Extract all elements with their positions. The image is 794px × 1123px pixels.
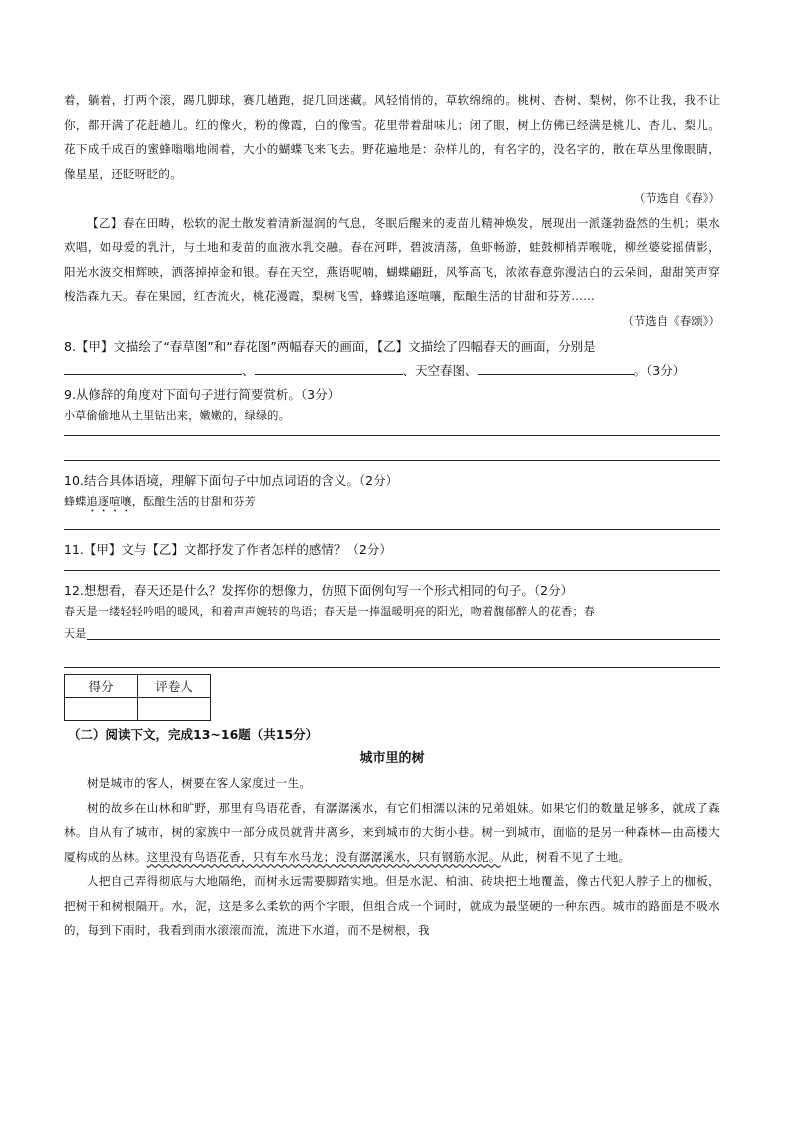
q8-sep2: 、天空春图、 xyxy=(402,363,478,378)
question-12 xyxy=(64,581,720,668)
q12-start: 天是 xyxy=(64,627,87,640)
q11-prompt: 11.【甲】文与【乙】文都抒发了作者怎样的感情？（2分） xyxy=(64,542,392,557)
score-table xyxy=(64,674,211,721)
score-cell[interactable] xyxy=(65,698,138,721)
q12-answer-line-2[interactable] xyxy=(64,667,720,668)
q12-example: 春天是一缕轻轻吟唱的暖风，和着声声婉转的鸟语；春天是一捧温暖明亮的阳光，吻着馥郁醉人的花香；春 xyxy=(64,605,596,618)
passage-b-text: 【乙】春在田畴，松软的泥土散发着清新湿润的气息，冬眠后醒来的麦苗儿精神焕发，展现出一派蓬勃盎然的生机；渠水欢唱，如母爱的乳汁，与土地和麦苗的血液水乳交融。春在河畔，碧波清荡，鱼虾畅游，蛙鼓柳梢弄喉咙，柳丝婆娑摇倩影，阳光水波交相辉映，洒落掉掉金和银。春在天空，燕语呢喃，蝴蝶翩跹，风筝高飞，浓浓春意弥漫洁白的云朵间，甜甜笑声穿梭浩森九天。春在果园，红杏流火，桃花漫霞，梨树飞雪，蜂蝶追逐喧嚷，酝酿生活的甘甜和芬芳…… xyxy=(64,215,720,303)
q12-answer-line-1[interactable] xyxy=(87,639,720,640)
q8-sep1: 、 xyxy=(242,363,255,378)
question-10 xyxy=(64,471,720,530)
q8-blank-2[interactable] xyxy=(255,360,403,375)
q8-end: 。（3分） xyxy=(633,363,686,378)
q8-blank-3[interactable] xyxy=(478,360,634,375)
article-title: 城市里的树 xyxy=(359,751,425,766)
q10-sentence xyxy=(64,491,720,515)
score-header: 得分 xyxy=(65,675,138,698)
question-11 xyxy=(64,540,720,571)
q10-s1: 蜂蝶 xyxy=(64,495,87,508)
reviewer-cell[interactable] xyxy=(138,698,211,721)
q8-text-a: 8.【甲】文描绘了“春草图”和“春花图”两幅春天的画面，【乙】文描绘了四幅春天的画面，分别是 xyxy=(64,339,596,354)
article-paragraph-3: 人把自己弄得彻底与大地隔绝，而树永远需要脚踏实地。但是水泥、柏油、砖块把土地覆盖，像古代犯人脖子上的枷板，把树干和树根隔开。水，泥，这是多么柔软的两个字眼，但组合成一个词时，就成为最坚硬的一种东西。城市的路面是不吸水的，每到下雨时，我看到雨水滚滚而流，流进下水道，而不是树根，我 xyxy=(64,874,720,937)
q8-blank-1[interactable] xyxy=(64,360,242,375)
q9-answer-line-2[interactable] xyxy=(64,460,720,461)
passage-a-text: 着，躺着，打两个滚，踢几脚球，赛几趟跑，捉几回迷藏。风轻悄悄的，草软绵绵的。桃树、杏树、梨树，你不让我，我不让你，都开满了花赶趟儿。红的像火，粉的像霞，白的像雪。花里带着甜味儿；闭了眼，树上仿佛已经满是桃儿、杏儿、梨儿。花下成千成百的蜜蜂嗡嗡地闹着，大小的蝴蝶飞来飞去。野花遍地是：杂样儿的，有名字的，没名字的，散在草丛里像眼睛，像星星，还眨呀眨的。 xyxy=(64,93,720,181)
q12-prompt: 12.想想看，春天还是什么？发挥你的想像力，仿照下面例句写一个形式相同的句子。（2分） xyxy=(64,583,574,598)
q11-answer-line[interactable] xyxy=(64,570,720,571)
q9-answer-line-1[interactable] xyxy=(64,435,720,436)
section-2-heading: （二）阅读下文，完成13~16题（共15分） xyxy=(68,727,319,742)
q10-dotted-word: 追逐喧嚷 xyxy=(86,495,132,508)
question-9 xyxy=(64,385,720,461)
question-8 xyxy=(64,335,720,383)
passage-a-source: （节选自《春》） xyxy=(633,191,720,205)
q9-sentence: 小草偷偷地从土里钻出来，嫩嫩的，绿绿的。 xyxy=(64,409,290,422)
q10-prompt: 10.结合具体语境，理解下面句子中加点词语的含义。（2分） xyxy=(64,473,399,488)
article-paragraph-2 xyxy=(64,796,720,870)
q9-prompt: 9.从修辞的角度对下面句子进行简要赏析。（3分） xyxy=(64,387,341,402)
q10-s3: ，酝酿生活的甘甜和芬芳 xyxy=(131,495,257,508)
reviewer-header: 评卷人 xyxy=(138,675,211,698)
exam-page xyxy=(64,88,720,943)
q10-answer-line[interactable] xyxy=(64,529,720,530)
article-paragraph-1: 树是城市的客人，树要在客人家度过一生。 xyxy=(87,776,312,790)
article-wavy-sentence: 这里没有鸟语花香，只有车水马龙；没有潺潺溪水，只有钢筋水泥。 xyxy=(146,849,501,864)
passage-b-source: （节选自《春颂》） xyxy=(622,313,720,328)
q12-answer-row xyxy=(64,623,720,645)
article-p2a: 树的故乡在山林和旷野，那里有鸟语花香，有潺潺溪水，有它们相濡以沫的兄弟姐妹。如果它们的数量足够多，就成了森林。自从有了城市，树的家族中一部分成员就背井离乡，来到城市的大街小巷。树一到城市，面临的是另一种森林—由高楼大厦构成的丛林。 xyxy=(64,800,720,864)
article-p2c: 从此，树看不见了土地。 xyxy=(500,849,631,864)
